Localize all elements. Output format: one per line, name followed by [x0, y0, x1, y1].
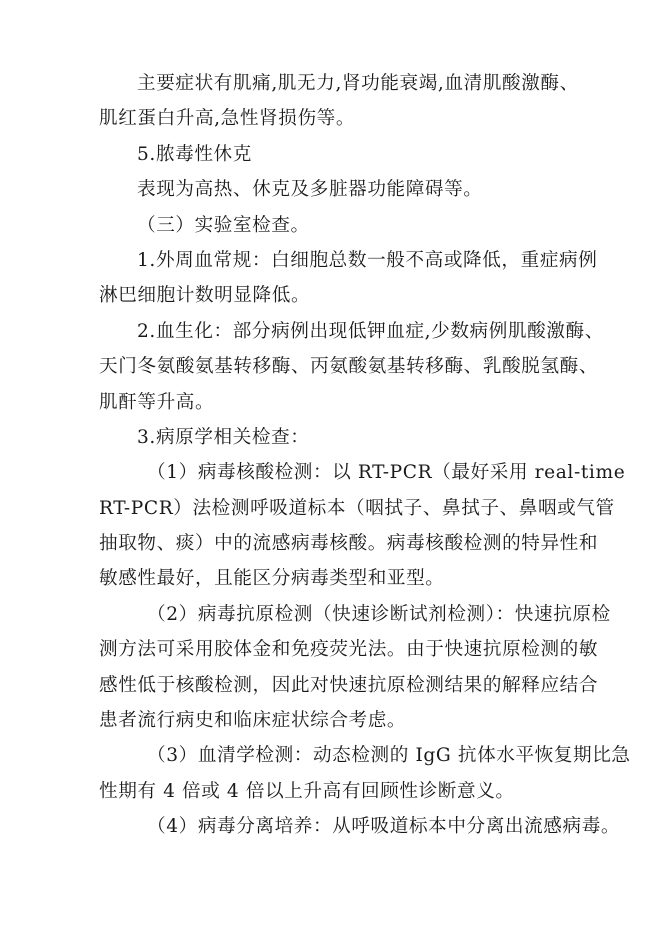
paragraph-line: 淋巴细胞计数明显降低。 — [99, 285, 311, 307]
paragraph-line: 天门冬氨酸氨基转移酶、丙氨酸氨基转移酶、乳酸脱氢酶、 — [99, 356, 599, 378]
paragraph-line: 1.外周血常规：白细胞总数一般不高或降低，重症病例 — [137, 249, 598, 271]
paragraph-line: （2）病毒抗原检测（快速诊断试剂检测）：快速抗原检 — [147, 603, 611, 625]
document-body — [99, 66, 631, 845]
paragraph-line: （1）病毒核酸检测：以 RT-PCR（最好采用 real-time — [147, 462, 626, 484]
paragraph-line: 主要症状有肌痛,肌无力,肾功能衰竭,血清肌酸激酶、 — [137, 73, 579, 94]
paragraph-line: （4）病毒分离培养：从呼吸道标本中分离出流感病毒。 — [147, 816, 621, 838]
paragraph-line: 患者流行病史和临床症状综合考虑。 — [99, 710, 407, 732]
paragraph-line: 测方法可采用胶体金和免疫荧光法。由于快速抗原检测的敏 — [99, 639, 599, 661]
section-heading: 5.脓毒性休克 — [137, 143, 252, 165]
paragraph-line: 表现为高热、休克及多脏器功能障碍等。 — [137, 179, 483, 201]
paragraph-line: 感性低于核酸检测，因此对快速抗原检测结果的解释应结合 — [99, 674, 599, 696]
paragraph-line: 肌红蛋白升高,急性肾损伤等。 — [99, 108, 356, 130]
paragraph-line: 敏感性最好，且能区分病毒类型和亚型。 — [99, 568, 445, 590]
paragraph-line: 抽取物、痰）中的流感病毒核酸。病毒核酸检测的特异性和 — [99, 533, 599, 555]
paragraph-line: RT-PCR）法检测呼吸道标本（咽拭子、鼻拭子、鼻咽或气管 — [99, 497, 615, 519]
paragraph-line: 2.血生化：部分病例出现低钾血症,少数病例肌酸激酶、 — [137, 320, 604, 342]
section-heading: （三）实验室检查。 — [137, 214, 310, 236]
paragraph-line: 肌酐等升高。 — [99, 391, 215, 413]
section-heading: 3.病原学相关检查： — [137, 426, 310, 448]
paragraph-line: 性期有 4 倍或 4 倍以上升高有回顾性诊断意义。 — [99, 780, 515, 802]
paragraph-line: （3）血清学检测：动态检测的 IgG 抗体水平恢复期比急 — [147, 745, 631, 767]
